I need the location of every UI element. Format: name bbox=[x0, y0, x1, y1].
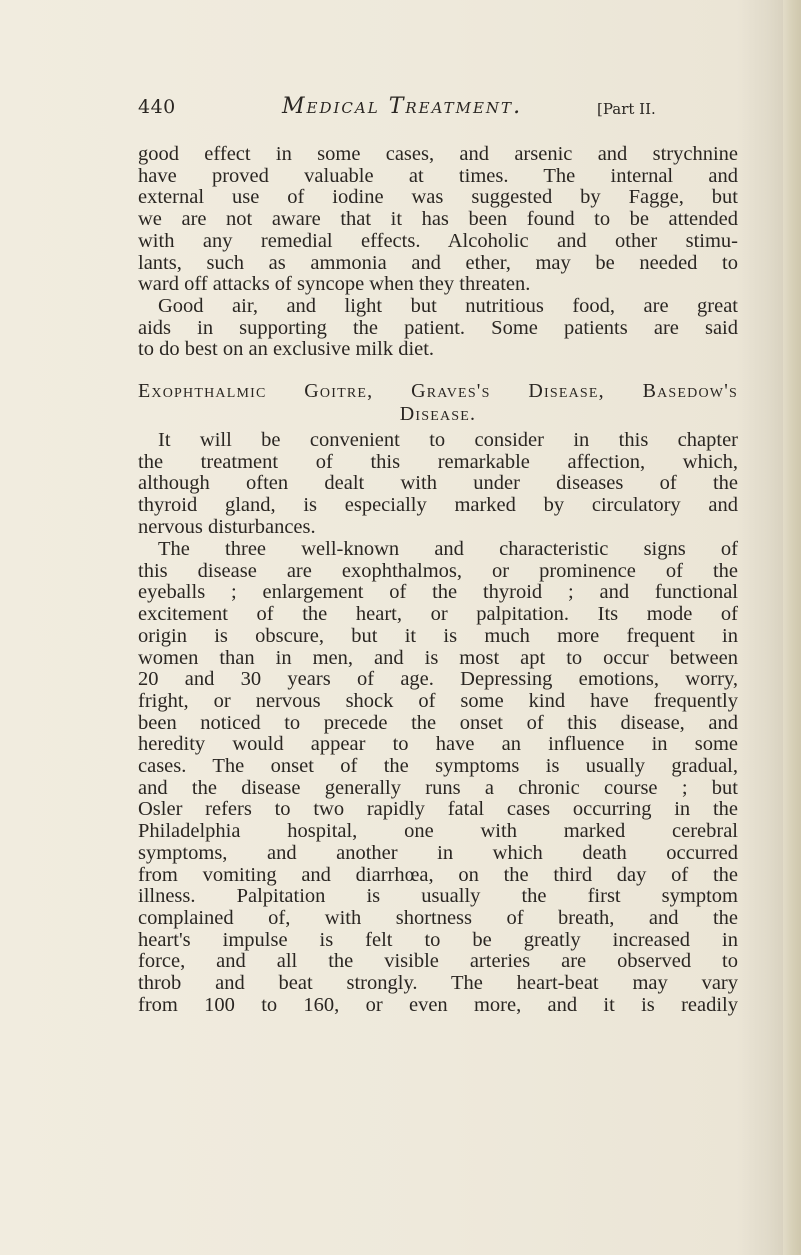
text-line: fright, or nervous shock of some kind have frequently bbox=[138, 689, 738, 712]
text-line: It will be convenient to consider in this chapter bbox=[158, 429, 738, 451]
page-header bbox=[0, 96, 801, 130]
text-line: eyeballs ; enlargement of the thyroid ; and functional bbox=[138, 581, 738, 604]
paragraph-1 bbox=[138, 144, 738, 296]
paragraph-2 bbox=[138, 296, 738, 361]
text-line: from vomiting and diarrhœa, on the third day of the bbox=[138, 863, 738, 886]
running-title: Medical Treatment. bbox=[282, 94, 523, 119]
text-line: women than in men, and is most apt to occur between bbox=[138, 646, 738, 669]
text-line: external use of iodine was suggested by Fagge, but bbox=[138, 186, 738, 209]
page-edge bbox=[783, 0, 801, 1255]
text-line: have proved valuable at times. The internal and bbox=[138, 164, 738, 187]
text-line: complained of, with shortness of breath, and the bbox=[138, 906, 738, 929]
text-line: heredity would appear to have an influence in some bbox=[138, 733, 738, 756]
section-heading-line-1: Exophthalmic Goitre, Graves's Disease, Basedow's bbox=[138, 380, 738, 402]
text-line: to do best on an exclusive milk diet. bbox=[138, 338, 435, 361]
paragraph-3 bbox=[138, 430, 738, 539]
page-number: 440 bbox=[138, 96, 176, 118]
text-line: force, and all the visible arteries are observed to bbox=[138, 950, 738, 973]
part-label: [Part II. bbox=[597, 100, 656, 118]
text-line: lants, such as ammonia and ether, may be needed to bbox=[138, 251, 738, 274]
text-line: good effect in some cases, and arsenic and strychnine bbox=[138, 143, 738, 165]
text-line: from 100 to 160, or even more, and it is readily bbox=[138, 993, 738, 1016]
text-line: the treatment of this remarkable affection, which, bbox=[138, 450, 738, 473]
section-heading-line-2: Disease. bbox=[399, 403, 477, 425]
section-heading bbox=[138, 380, 738, 426]
text-line: been noticed to precede the onset of this disease, and bbox=[138, 711, 738, 734]
text-line: Osler refers to two rapidly fatal cases occurring in the bbox=[138, 798, 738, 821]
text-line: origin is obscure, but it is much more frequent in bbox=[138, 624, 738, 647]
text-line: The three well-known and characteristic signs of bbox=[158, 538, 738, 560]
text-line: thyroid gland, is especially marked by circulatory and bbox=[138, 494, 738, 517]
text-line: nervous disturbances. bbox=[138, 515, 316, 538]
paragraph-4 bbox=[138, 539, 738, 1016]
text-line: cases. The onset of the symptoms is usually gradual, bbox=[138, 755, 738, 778]
text-line: illness. Palpitation is usually the first symptom bbox=[138, 885, 738, 908]
text-line: 20 and 30 years of age. Depressing emotions, worry, bbox=[138, 668, 738, 691]
text-line: Philadelphia hospital, one with marked cerebral bbox=[138, 820, 738, 843]
text-line: aids in supporting the patient. Some patients are said bbox=[138, 316, 738, 339]
text-line: heart's impulse is felt to be greatly increased in bbox=[138, 928, 738, 951]
text-line: ward off attacks of syncope when they threaten. bbox=[138, 273, 531, 296]
text-line: symptoms, and another in which death occurred bbox=[138, 841, 738, 864]
text-line: we are not aware that it has been found to be attended bbox=[138, 208, 738, 231]
text-line: although often dealt with under diseases of the bbox=[138, 472, 738, 495]
text-line: throb and beat strongly. The heart-beat may vary bbox=[138, 972, 738, 995]
text-line: with any remedial effects. Alcoholic and other stimu- bbox=[138, 229, 738, 252]
text-line: excitement of the heart, or palpitation. Its mode of bbox=[138, 603, 738, 626]
text-line: Good air, and light but nutritious food, are great bbox=[158, 295, 738, 317]
text-line: and the disease generally runs a chronic course ; but bbox=[138, 776, 738, 799]
text-line: this disease are exophthalmos, or prominence of the bbox=[138, 559, 738, 582]
